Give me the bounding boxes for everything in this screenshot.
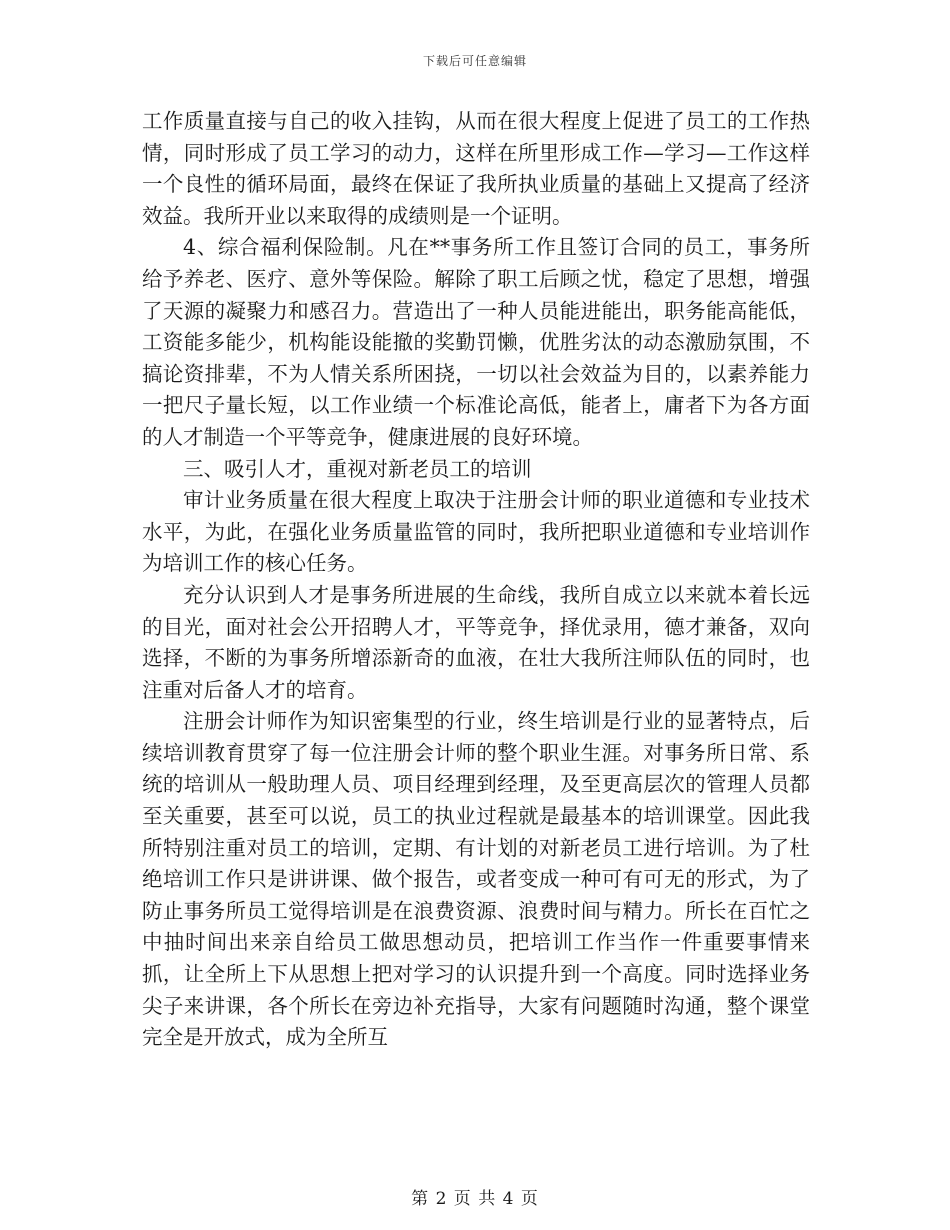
paragraph-audit-quality: 审计业务质量在很大程度上取决于注册会计师的职业道德和专业技术水平，为此，在强化业务质量监管的同时，我所把职业道德和专业培训作为培训工作的核心任务。 xyxy=(142,488,810,576)
paragraph-continuation: 工作质量直接与自己的收入挂钩，从而在很大程度上促进了员工的工作热情，同时形成了员工学习的动力，这样在所里形成工作—学习—工作这样一个良性的循环局面，最终在保证了我所执业质量的基础上又提高了经济效益。我所开业以来取得的成绩则是一个证明。 xyxy=(142,109,810,228)
paragraph-talent-lifeline: 充分认识到人才是事务所进展的生命线，我所自成立以来就本着长远的目光，面对社会公开招聘人才，平等竞争，择优录用，德才兼备，双向选择，不断的为事务所增添新奇的血液，在壮大我所注师队伍的同时，也注重对后备人才的培育。 xyxy=(142,582,810,702)
paragraph-cpa-training: 注册会计师作为知识密集型的行业，终生培训是行业的显著特点，后续培训教育贯穿了每一位注册会计师的整个职业生涯。对事务所日常、系统的培训从一般助理人员、项目经理到经理，及至更高层次的管理人员都至关重要，甚至可以说，员工的执业过程就是最基本的培训课堂。因此我所特别注重对员工的培训，定期、有计划的对新老员工进行培训。为了杜绝培训工作只是讲讲课、做个报告，或者变成一种可有可无的形式，为了防止事务所员工觉得培训是在浪费资源、浪费时间与精力。所长在百忙之中抽时间出来亲自给员工做思想动员，把培训工作当作一件重要事情来抓，让全所上下从思想上把对学习的认识提升到一个高度。同时选择业务尖子来讲课，各个所长在旁边补充指导，大家有问题随时沟通，整个课堂完全是开放式，成为全所互 xyxy=(142,709,810,1050)
page-header: 下载后可任意编辑 xyxy=(422,54,527,68)
document-body xyxy=(142,106,810,1054)
section-heading-talent-training: 三、吸引人才，重视对新老员工的培训 xyxy=(183,456,532,481)
paragraph-welfare-insurance: 4、综合福利保险制。凡在**事务所工作且签订合同的员工，事务所给予养老、医疗、意外等保险。解除了职工后顾之忧，稳定了思想，增强了天源的凝聚力和感召力。营造出了一种人员能进能出，职务能高能低，工资能多能少，机构能设能撤的奖勤罚懒，优胜劣汰的动态激励氛围，不搞论资排辈，不为人情关系所困挠，一切以社会效益为目的，以素养能力一把尺子量长短，以工作业绩一个标准论高低，能者上，庸者下为各方面的人才制造一个平等竞争，健康进展的良好环境。 xyxy=(142,235,810,449)
page-footer: 第 2 页 共 4 页 xyxy=(411,1189,539,1209)
